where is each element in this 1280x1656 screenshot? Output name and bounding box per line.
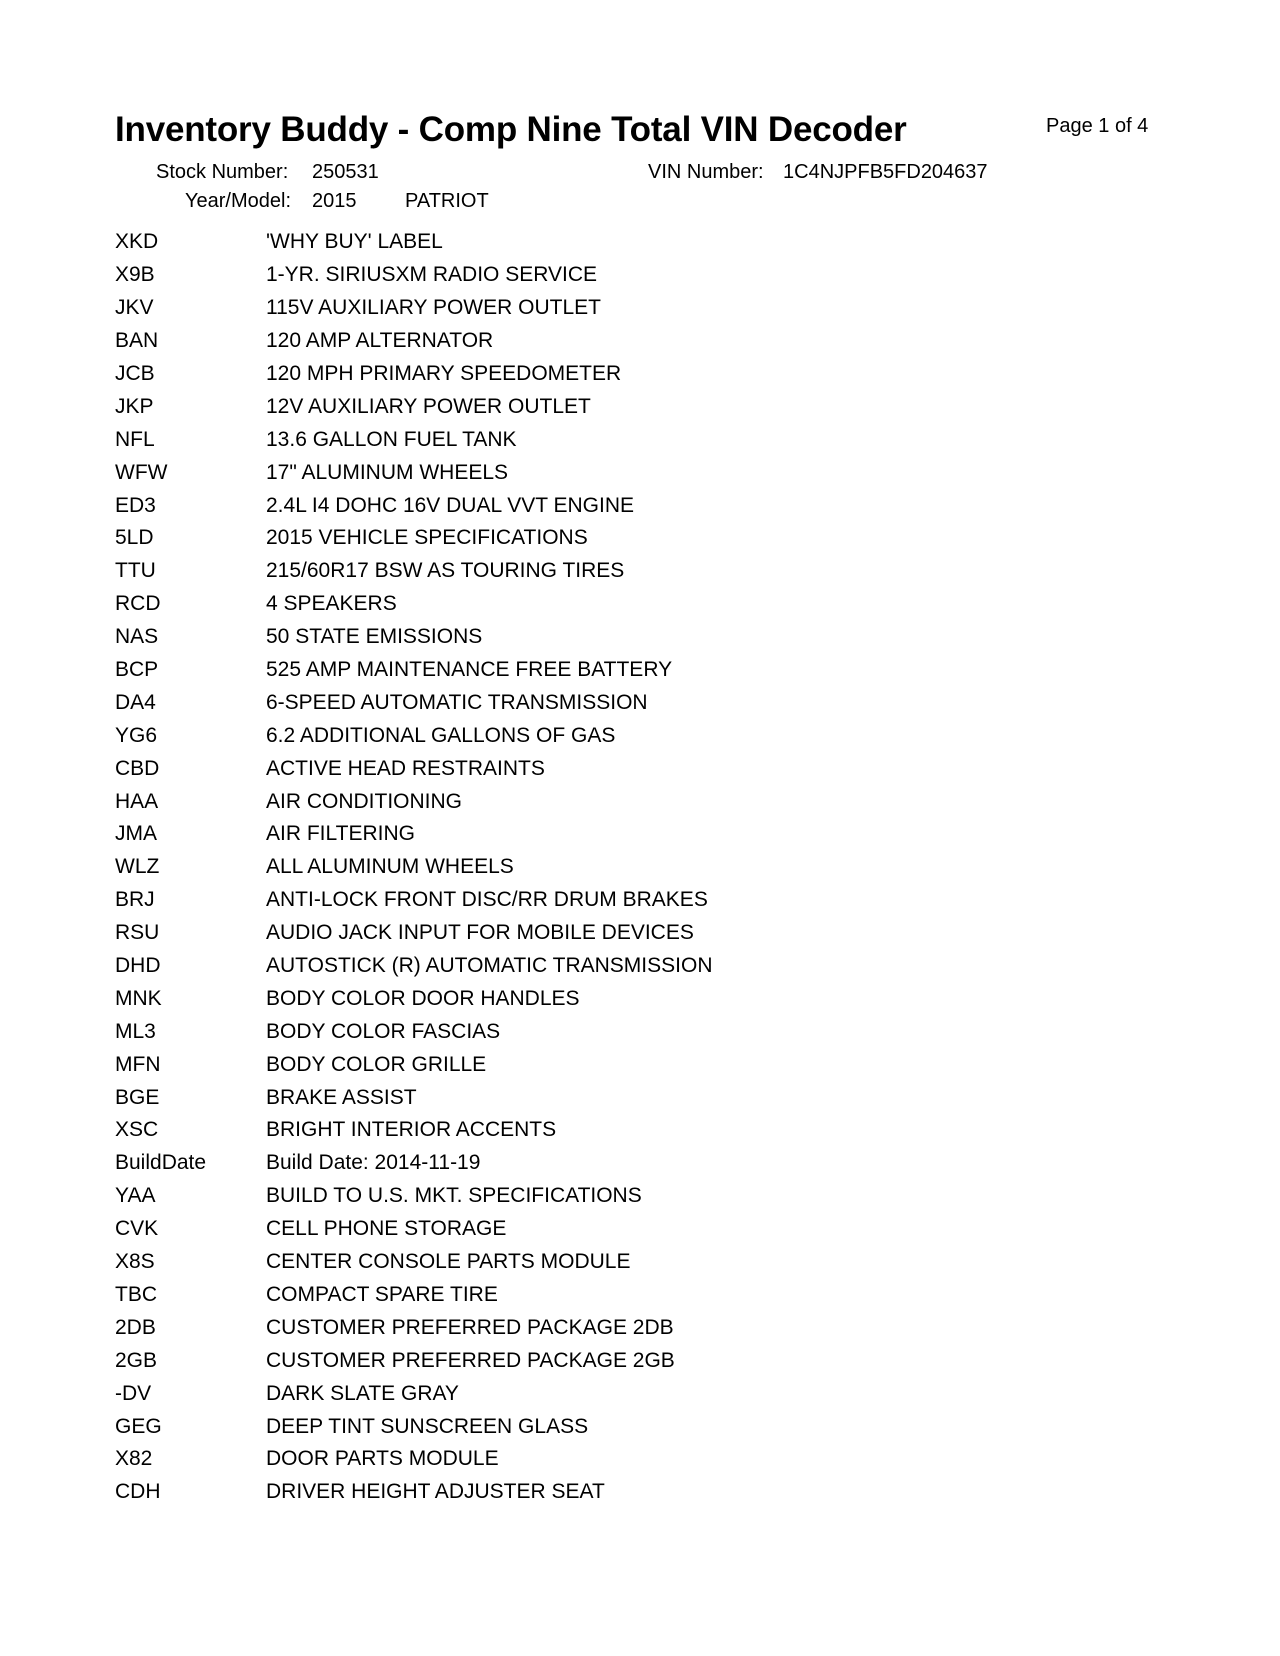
option-description: BODY COLOR DOOR HANDLES: [266, 986, 580, 1010]
option-row: [115, 654, 713, 687]
stock-number-label: Stock Number:: [156, 161, 289, 183]
option-row: [115, 1180, 713, 1213]
option-description: ANTI-LOCK FRONT DISC/RR DRUM BRAKES: [266, 888, 708, 912]
option-description: AUDIO JACK INPUT FOR MOBILE DEVICES: [266, 921, 694, 945]
option-description: CENTER CONSOLE PARTS MODULE: [266, 1250, 631, 1274]
option-row: [115, 292, 713, 325]
option-code: RCD: [115, 592, 161, 616]
option-row: [115, 1311, 713, 1344]
option-code: X82: [115, 1447, 153, 1471]
option-description: 525 AMP MAINTENANCE FREE BATTERY: [266, 658, 673, 682]
option-description: CUSTOMER PREFERRED PACKAGE 2GB: [266, 1348, 675, 1372]
option-description: 2015 VEHICLE SPECIFICATIONS: [266, 526, 588, 550]
option-code: TBC: [115, 1282, 157, 1306]
option-description: 50 STATE EMISSIONS: [266, 625, 483, 649]
option-row: [115, 851, 713, 884]
vin-number-label: VIN Number:: [648, 161, 764, 183]
option-row: [115, 1048, 713, 1081]
option-row: [115, 1246, 713, 1279]
option-row: [115, 752, 713, 785]
option-description: BUILD TO U.S. MKT. SPECIFICATIONS: [266, 1184, 642, 1208]
option-description: BRIGHT INTERIOR ACCENTS: [266, 1118, 557, 1142]
option-description: 215/60R17 BSW AS TOURING TIRES: [266, 559, 625, 583]
option-code-list: [115, 226, 713, 1509]
option-row: [115, 1410, 713, 1443]
option-code: NAS: [115, 625, 159, 649]
option-code: XSC: [115, 1118, 159, 1142]
option-code: BuildDate: [115, 1151, 207, 1175]
option-row: [115, 1015, 713, 1048]
option-description: 6-SPEED AUTOMATIC TRANSMISSION: [266, 690, 648, 714]
option-code: WLZ: [115, 855, 160, 879]
option-description: BODY COLOR GRILLE: [266, 1052, 487, 1076]
option-description: COMPACT SPARE TIRE: [266, 1282, 498, 1306]
option-code: NFL: [115, 427, 155, 451]
option-description: 120 MPH PRIMARY SPEEDOMETER: [266, 362, 622, 385]
option-row: [115, 456, 713, 489]
option-code: JKP: [115, 394, 154, 418]
option-code: DA4: [115, 690, 156, 714]
option-code: YG6: [115, 723, 158, 747]
option-row: [115, 1114, 713, 1147]
option-row: [115, 785, 713, 818]
option-description: 115V AUXILIARY POWER OUTLET: [266, 296, 601, 320]
option-row: [115, 1377, 713, 1410]
option-code: YAA: [115, 1184, 156, 1208]
option-row: [115, 686, 713, 719]
option-code: JMA: [115, 822, 157, 846]
option-row: [115, 1081, 713, 1114]
option-code: 2DB: [115, 1315, 156, 1339]
option-description: 6.2 ADDITIONAL GALLONS OF GAS: [266, 723, 616, 747]
option-code: DHD: [115, 954, 161, 978]
option-description: CUSTOMER PREFERRED PACKAGE 2DB: [266, 1315, 674, 1339]
option-code: -DV: [115, 1381, 152, 1405]
option-description: AIR FILTERING: [266, 822, 415, 846]
option-description: 2.4L I4 DOHC 16V DUAL VVT ENGINE: [266, 493, 635, 517]
option-code: GEG: [115, 1414, 162, 1438]
page-number: Page 1 of 4: [1046, 115, 1149, 137]
option-row: [115, 982, 713, 1015]
option-row: [115, 588, 713, 621]
option-row: [115, 522, 713, 555]
option-row: [115, 423, 713, 456]
option-description: 'WHY BUY' LABEL: [266, 230, 443, 254]
option-code: TTU: [115, 559, 156, 583]
option-description: DRIVER HEIGHT ADJUSTER SEAT: [266, 1480, 605, 1504]
option-code: 2GB: [115, 1348, 158, 1372]
option-code: HAA: [115, 789, 159, 813]
option-code: RSU: [115, 921, 160, 945]
option-description: Build Date: 2014-11-19: [266, 1151, 481, 1175]
document-title: Inventory Buddy - Comp Nine Total VIN Decoder: [115, 110, 907, 149]
option-row: [115, 884, 713, 917]
option-row: [115, 621, 713, 654]
option-description: BRAKE ASSIST: [266, 1085, 417, 1109]
option-description: DEEP TINT SUNSCREEN GLASS: [266, 1414, 589, 1438]
option-code: MFN: [115, 1052, 161, 1076]
option-row: [115, 489, 713, 522]
option-code: CVK: [115, 1217, 159, 1241]
option-code: CDH: [115, 1480, 161, 1504]
option-row: [115, 358, 713, 391]
option-description: 4 SPEAKERS: [266, 592, 397, 616]
vin-number-value: 1C4NJPFB5FD204637: [783, 161, 988, 183]
option-row: [115, 259, 713, 292]
option-row: [115, 1443, 713, 1476]
option-code: CBD: [115, 756, 160, 780]
option-description: 13.6 GALLON FUEL TANK: [266, 427, 517, 451]
option-description: 12V AUXILIARY POWER OUTLET: [266, 394, 591, 418]
option-code: 5LD: [115, 526, 154, 550]
option-row: [115, 1279, 713, 1312]
option-row: [115, 555, 713, 588]
option-description: ACTIVE HEAD RESTRAINTS: [266, 756, 545, 780]
option-description: 120 AMP ALTERNATOR: [266, 329, 494, 353]
option-description: CELL PHONE STORAGE: [266, 1217, 507, 1241]
option-code: WFW: [115, 460, 168, 484]
option-row: [115, 325, 713, 358]
option-description: 1-YR. SIRIUSXM RADIO SERVICE: [266, 263, 598, 287]
option-code: MNK: [115, 986, 162, 1010]
option-row: [115, 1344, 713, 1377]
option-description: AUTOSTICK (R) AUTOMATIC TRANSMISSION: [266, 954, 713, 978]
option-code: XKD: [115, 230, 159, 254]
option-row: [115, 1147, 713, 1180]
option-code: JKV: [115, 296, 154, 320]
option-description: ALL ALUMINUM WHEELS: [266, 855, 514, 879]
option-code: BCP: [115, 658, 159, 682]
option-row: [115, 226, 713, 259]
option-row: [115, 390, 713, 423]
option-code: ML3: [115, 1019, 156, 1043]
option-description: DOOR PARTS MODULE: [266, 1447, 499, 1471]
option-description: BODY COLOR FASCIAS: [266, 1019, 501, 1043]
option-code: BGE: [115, 1085, 160, 1109]
option-row: [115, 1213, 713, 1246]
option-row: [115, 719, 713, 752]
option-code: BAN: [115, 329, 159, 353]
option-description: AIR CONDITIONING: [266, 789, 463, 813]
option-code: JCB: [115, 362, 155, 385]
year-value: 2015: [312, 190, 357, 212]
option-code: BRJ: [115, 888, 155, 912]
option-code: X8S: [115, 1250, 155, 1274]
option-code: ED3: [115, 493, 156, 517]
option-code: X9B: [115, 263, 155, 287]
stock-number-value: 250531: [312, 161, 379, 183]
option-row: [115, 1476, 713, 1509]
option-row: [115, 917, 713, 950]
option-row: [115, 818, 713, 851]
option-description: 17" ALUMINUM WHEELS: [266, 460, 509, 484]
year-model-label: Year/Model:: [185, 190, 291, 212]
model-value: PATRIOT: [405, 190, 489, 212]
option-row: [115, 950, 713, 983]
option-description: DARK SLATE GRAY: [266, 1381, 459, 1405]
